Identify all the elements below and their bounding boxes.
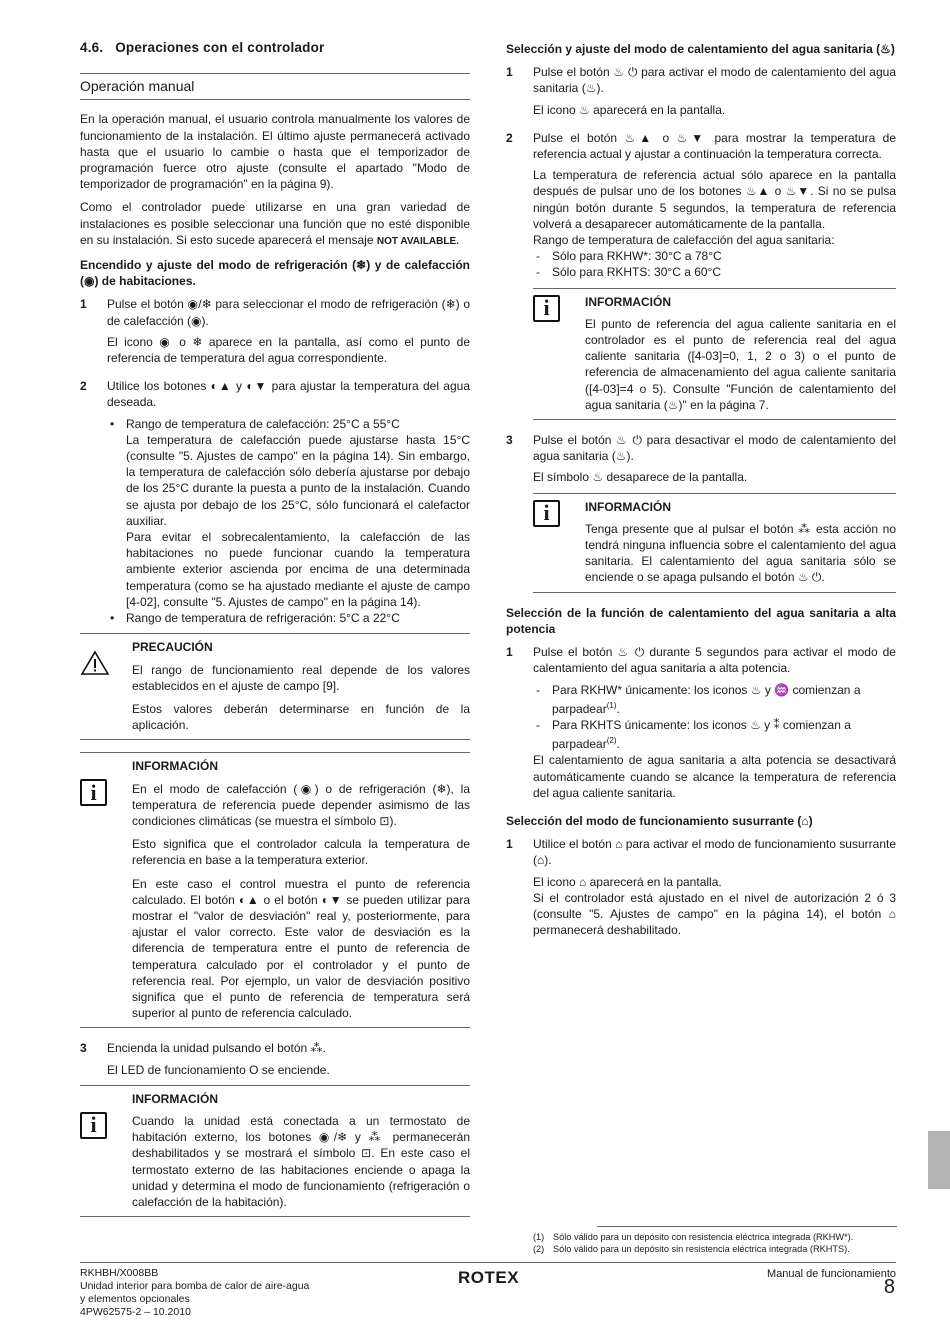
heating-range-title: Rango de temperatura de calefacción: 25°C a 55°C [126, 416, 400, 431]
heading-cooling-heating: Encendido y ajuste del modo de refrigeración (❄) y de calefacción (◉) de habitaciones. [80, 258, 470, 289]
left-column [80, 38, 470, 1229]
footnote-number: (1) [533, 1232, 545, 1242]
not-available-label: NOT AVAILABLE. [376, 235, 459, 247]
step-1-note: El icono ◉ o ❄ aparece en la pantalla, así como el punto de referencia de temperatura del agua correspondiente. [107, 334, 470, 366]
quiet-note-2: Si el controlador está ajustado en el nivel de autorización 2 ó 3 (consulte "5. Ajustes de campo" en la página 14), el botón ⌂ permanecerá deshabilitado. [533, 890, 896, 938]
warning-icon [80, 639, 132, 733]
info-text: El punto de referencia del agua caliente sanitaria en el controlador es el punto de referencia real del agua caliente sanitaria ([4-03]=0, 1, 2 o 3) o el punto de referencia de almacenamiento del agua caliente sanitaria ([4-03]=4 o 5). Consulte "Función de calentamiento del agua sanitaria (♨)" en la página 7. [585, 316, 896, 412]
info-text: Cuando la unidad está conectada a un termostato de habitación externo, los botones ◉/❄ y ⁂ permanecerán deshabilitados y se mostrará el símbolo ⊡. En este caso el termostato externo de las habitaciones enciende o apaga la unidad y determina el modo de funcionamiento (refrigeración o calefacción de la habitación). [132, 1113, 470, 1209]
dhw-step-3 [506, 432, 896, 486]
footer-manual-title: Manual de funcionamiento [766, 1268, 896, 1280]
step-2-text: Utilice los botones ◐▲ y ◐▼ para ajustar la temperatura del agua deseada. [107, 379, 470, 410]
caution-text-1: El rango de funcionamiento real depende de los valores establecidos en el ajuste de campo [9]. [132, 662, 470, 693]
footnote-number: (2) [533, 1244, 545, 1254]
high-power-note: El calentamiento de agua sanitaria a alta potencia se desactivará automáticamente cuando se alcance la temperatura de referencia del agua caliente sanitaria. [533, 753, 896, 800]
footnote-text: Sólo válido para un depósito con resistencia eléctrica integrada (RKHW*). [553, 1232, 854, 1242]
caution-box [80, 633, 470, 740]
caution-title: PRECAUCIÓN [132, 640, 213, 655]
info-text: Tenga presente que al pulsar el botón ⁂ esta acción no tendrá ninguna influencia sobre el calentamiento del agua sanitaria. El calentamiento del agua sanitaria sólo se enciende o se apaga pulsando el botón ♨ ⏻. [585, 521, 896, 585]
high-power-step-1 [506, 644, 896, 806]
step-number: 3 [506, 433, 513, 448]
step-3-note: El LED de funcionamiento O se enciende. [107, 1062, 330, 1077]
info-box-1 [80, 752, 470, 1028]
dhw-step-3-note: El símbolo ♨ desaparece de la pantalla. [533, 470, 748, 485]
info-icon: i [80, 779, 107, 806]
footer-desc-1: Unidad interior para bomba de calor de aire-agua [80, 1280, 310, 1292]
footer-doc-id: 4PW62575-2 – 10.2010 [80, 1306, 191, 1318]
dhw-range-rkhw: - Sólo para RKHW*: 30°C a 78°C [533, 248, 896, 264]
info-text-3: En este caso el control muestra el punto de referencia calculado. El botón ◐▲ o el botón ◐▼ se pueden utilizar para mostrar el "valor de desviación" real y, posteriormente, para ajustar el valor correcto. Este valor de desviación es la diferencia de temperatura entre el punto de referencia de temperatura calculado por el controlador y el punto de referencia real. Por ejemplo, un valor de desviación positivo significa que el punto de referencia de temperatura será superior al punto de referencia calculado. [132, 876, 470, 1021]
quiet-step-1 [506, 836, 896, 938]
heading-high-power: Selección de la función de calentamiento del agua sanitaria a alta potencia [506, 605, 896, 636]
step-number: 1 [506, 65, 513, 80]
step-number: 1 [506, 837, 513, 852]
footer-divider [80, 1262, 896, 1263]
chapter-side-tab [928, 1131, 950, 1189]
step-3 [80, 1040, 470, 1077]
bullet-heating-range: • Rango de temperatura de calefacción: 25°C a 55°C La temperatura de calefacción puede ajustarse hasta 15°C (consulte "5. Ajustes de campo" en la página 14). Sin embargo, la temperatura de calefacción sólo debería ajustarse por debajo de los 25°C durante la puesta a punto de la instalación. Cuando se ajusta por debajo de los 25°C, sólo funcionará el calefactor auxiliar. Para evitar el sobrecalentamiento, la calefacción de las habitaciones no puede funcionar cuando la temperatura ambiente exterior ascienda por encima de una determinada temperatura (como se ha ajustado mediante el ajuste de campo [4-02], consulte "5. Ajustes de campo" en la página 14). [110, 416, 470, 609]
section-title [80, 40, 470, 74]
dhw-range-rkhts: - Sólo para RKHTS: 30°C a 60°C [533, 264, 896, 280]
step-2 [80, 378, 470, 626]
step-number: 2 [506, 130, 513, 145]
info-title: INFORMACIÓN [585, 294, 671, 309]
high-power-rkhts: - Para RKHTS únicamente: los iconos ♨ y ⁑ comienzan a parpadear$^{(2)}$. [536, 717, 851, 752]
overheating-note: Para evitar el sobrecalentamiento, la calefacción de las habitaciones no puede funcionar cuando la temperatura ambiente exterior ascienda por encima de una determinada temperatura (como se ha ajustado mediante el ajuste de campo [4-02], consulte "5. Ajustes de campo" en la página 14). [126, 530, 470, 609]
high-power-rkhts-text: Para RKHTS únicamente: los iconos ♨ y ⁑ comienzan a parpadear [552, 717, 851, 752]
step-1 [80, 296, 470, 371]
info-text-1: En el modo de calefacción (◉) o de refrigeración (❄), la temperatura de referencia puede depender asimismo de las condiciones climáticas (se muestra el símbolo ⊡). [132, 781, 470, 828]
section-title-text: Operaciones con el controlador [115, 40, 325, 55]
section-number: 4.6. [80, 40, 104, 55]
heating-range-detail: La temperatura de calefacción puede ajustarse hasta 15°C (consulte "5. Ajustes de campo" en la página 14). Sin embargo, la temperatura de calefacción sólo debería ajustarse por debajo de los 25°C durante la puesta a punto de la instalación. Cuando se ajusta por debajo de los 25°C, sólo funcionará el calefactor auxiliar. [126, 432, 470, 528]
high-power-rkhw-text: Para RKHW* únicamente: los iconos ♨ y ♒ comienzan a parpadear [552, 682, 861, 716]
dhw-step-1-note: El icono ♨ aparecerá en la pantalla. [533, 102, 726, 117]
intro-paragraph-2 [80, 199, 470, 250]
info-icon: i [533, 500, 560, 527]
info-icon: i [533, 295, 560, 322]
dhw-range-rkhw-text: Sólo para RKHW*: 30°C a 78°C [552, 249, 722, 264]
step-number: 1 [506, 645, 513, 660]
step-1-text: Pulse el botón ◉/❄ para seleccionar el modo de refrigeración (❄) o de calefacción (◉). [107, 297, 470, 328]
info-title: INFORMACIÓN [585, 499, 671, 514]
caution-text-2: Estos valores deberán determinarse en función de la aplicación. [132, 701, 470, 733]
footnote-2 [533, 1243, 895, 1255]
footnote-ref-1: (1) [606, 700, 617, 710]
quiet-note-1: El icono ⌂ aparecerá en la pantalla. [533, 874, 722, 889]
rotex-logo: ROTEX [458, 1268, 520, 1287]
dhw-step-1 [506, 64, 896, 123]
dhw-step-2 [506, 130, 896, 281]
high-power-text: Pulse el botón ♨ ⏻ durante 5 segundos para activar el modo de calentamiento del agua sanitaria a alta potencia. [533, 645, 896, 676]
step-3-text: Encienda la unidad pulsando el botón ⁂. [107, 1041, 326, 1056]
info-icon: i [80, 1112, 107, 1139]
footer-info [80, 1267, 309, 1319]
bullet-cooling-range: • Rango de temperatura de refrigeración: 5°C a 22°C [107, 610, 470, 626]
cooling-range-text: Rango de temperatura de refrigeración: 5°C a 22°C [126, 611, 400, 626]
footer-desc-2: y elementos opcionales [80, 1293, 190, 1305]
dhw-info-box-1 [533, 288, 896, 420]
subsection-title: Operación manual [80, 74, 470, 100]
dhw-range-rkhts-text: Sólo para RKHTS: 30°C a 60°C [552, 265, 722, 280]
dhw-step-3-text: Pulse el botón ♨ ⏻ para desactivar el modo de calentamiento del agua sanitaria (♨). [533, 433, 896, 464]
footnote-1 [533, 1231, 895, 1243]
step-number: 3 [80, 1041, 87, 1056]
footnote-ref-2: (2) [606, 736, 617, 746]
info-box-2 [80, 1085, 470, 1217]
footnotes [533, 1226, 895, 1255]
step-number: 1 [80, 297, 87, 312]
intro-paragraph-2-text: Como el controlador puede utilizarse en una gran variedad de instalaciones es posible seleccionar una función que no esté disponible en su instalación. Si esto sucede aparecerá el mensaje [80, 200, 470, 247]
heading-dhw: Selección y ajuste del modo de calentamiento del agua sanitaria (♨) [506, 42, 895, 56]
footnote-text: Sólo válido para un depósito sin resistencia eléctrica integrada (RKHTS). [553, 1244, 850, 1254]
dhw-step-2-note: La temperatura de referencia actual sólo aparece en la pantalla después de pulsar uno de los botones ♨▲ o ♨▼. Si no se pulsa ningún botón durante 5 segundos, la temperatura de referencia volverá a desaparecer automáticamente de la pantalla. [533, 168, 896, 231]
right-column [506, 41, 896, 945]
dhw-info-box-2 [533, 493, 896, 593]
info-title: INFORMACIÓN [132, 759, 218, 774]
info-title: INFORMACIÓN [132, 1091, 218, 1106]
footer-model: RKHBH/X008BB [80, 1267, 159, 1279]
intro-paragraph-1: En la operación manual, el usuario controla manualmente los valores de funcionamiento de la instalación. El último ajuste permanecerá activado hasta que el usuario lo cambie o hasta que el temporizador de programación fuerce otro ajuste (consulte el apartado "Modo de temporizador de programación" en la página 9). [80, 112, 470, 192]
dhw-step-1-text: Pulse el botón ♨ ⏻ para activar el modo de calentamiento del agua sanitaria (♨). [533, 65, 896, 96]
high-power-rkhw: - Para RKHW* únicamente: los iconos ♨ y ♒ comienzan a parpadear$^{(1)}$. [536, 682, 861, 716]
dhw-step-2-text: Pulse el botón ♨▲ o ♨▼ para mostrar la temperatura de referencia actual y ajustar a continuación la temperatura correcta. [533, 130, 896, 162]
step-number: 2 [80, 379, 87, 394]
info-text-2: Esto significa que el controlador calcula la temperatura de referencia en base a la temperatura exterior. [132, 837, 470, 868]
heading-quiet-mode: Selección del modo de funcionamiento susurrante (⌂) [506, 813, 813, 828]
page-number: 8 [883, 1276, 895, 1298]
quiet-text: Utilice el botón ⌂ para activar el modo de funcionamiento susurrante (⌂). [533, 837, 896, 868]
dhw-range-title: Rango de temperatura de calefacción del agua sanitaria: [533, 233, 835, 248]
